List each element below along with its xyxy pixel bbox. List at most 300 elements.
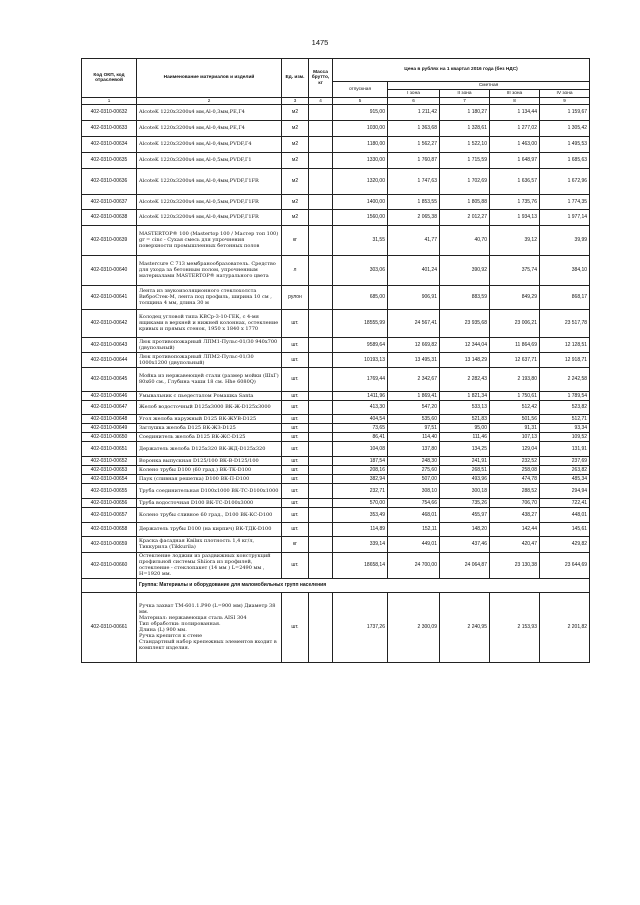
price-zone2-cell: 268,51 [440,465,490,474]
code-cell: 402-0310-00643 [82,337,137,352]
mass-cell [309,225,333,255]
price-zone2-cell: 521,83 [440,414,490,423]
name-cell: Паук (сливная решетка) D100 ВК-П-D100 [137,474,282,483]
price-zone2-cell: 241,91 [440,456,490,465]
price-zone3-cell: 1 750,61 [490,391,540,400]
price-zone3-cell: 1 934,13 [490,209,540,225]
unit-cell: м2 [282,136,309,152]
price-table [81,58,590,663]
mass-cell [309,400,333,414]
index-cell: 6 [388,98,440,105]
price-zone3-cell: 438,27 [490,507,540,522]
unit-cell: шт. [282,432,309,441]
name-cell: Колено трубы D100 (60 град.) ВК-ТК-D100 [137,465,282,474]
table-row [82,465,590,474]
table-row [82,522,590,536]
code-cell: 402-0310-00634 [82,136,137,152]
price-zone1-cell: 13 495,31 [388,352,440,367]
mass-cell [309,309,333,337]
price-zone1-cell: 2 300,09 [388,592,440,662]
table-row [82,536,590,552]
unit-cell: м2 [282,209,309,225]
table-row [82,168,590,194]
table-row [82,474,590,483]
price-zone3-cell: 1 463,00 [490,136,540,152]
mass-cell [309,552,333,578]
code-cell: 402-0310-00646 [82,391,137,400]
price-zone3-cell: 288,52 [490,483,540,498]
code-cell: 402-0310-00644 [82,352,137,367]
price-zone1-cell: 449,01 [388,536,440,552]
table-row [82,432,590,441]
price-zone4-cell: 1 495,53 [540,136,590,152]
price-zone3-cell: 2 153,93 [490,592,540,662]
mass-cell [309,104,333,120]
code-cell: 402-0310-00639 [82,225,137,255]
name-cell: Краска фасадная Kвilиx плотность 1,4 кг/л, Тиккурила (Tikkurila) [137,536,282,552]
mass-cell [309,168,333,194]
table-row [82,337,590,352]
smetnaya-header: Сметная [388,82,590,90]
mass-cell [309,522,333,536]
price-zone3-cell: 142,44 [490,522,540,536]
price-zone2-cell: 1 702,69 [440,168,490,194]
price-zone2-cell: 455,97 [440,507,490,522]
price-zone3-cell: 706,70 [490,498,540,507]
name-cell: AlcoteK 1220x3200x4 мм,Al-0,4мм,PVDF,Г4 [137,136,282,152]
price-zone4-cell: 263,82 [540,465,590,474]
price-zone4-cell: 1 685,63 [540,152,590,168]
table-body [82,104,590,662]
price-zone2-cell: 883,59 [440,285,490,309]
name-cell: Желоб водосточный D125x3000 ВК-Ж-D125x3000 [137,400,282,414]
unit-cell: л [282,255,309,285]
index-cell: 7 [440,98,490,105]
unit-cell: рулон [282,285,309,309]
price-zone4-cell: 448,01 [540,507,590,522]
price-zone2-cell: 1 715,59 [440,152,490,168]
col-mass-header: Масса брутто, кг [309,59,333,98]
price-zone2-cell: 1 180,27 [440,104,490,120]
code-cell: 402-0310-00655 [82,483,137,498]
price-zone2-cell: 1 522,10 [440,136,490,152]
price-otpusk-cell: 685,00 [333,285,388,309]
code-cell: 402-0310-00654 [82,474,137,483]
price-zone1-cell: 754,66 [388,498,440,507]
name-cell: Труба соединительная D100x1000 ВК-ТС-D100x1000 [137,483,282,498]
price-zone2-cell: 1 821,34 [440,391,490,400]
price-zone3-cell: 1 277,02 [490,120,540,136]
price-zone3-cell: 107,13 [490,432,540,441]
price-zone1-cell: 906,91 [388,285,440,309]
name-cell: AlcoteK 1220x3200x4 мм,Al-0,4мм,PE,Г4 [137,120,282,136]
index-cell: 2 [137,98,282,105]
unit-cell: шт. [282,367,309,391]
unit-cell: шт. [282,352,309,367]
price-zone1-cell: 275,60 [388,465,440,474]
price-zone1-cell: 507,00 [388,474,440,483]
price-zone1-cell: 1 747,63 [388,168,440,194]
price-otpusk-cell: 1030,00 [333,120,388,136]
table-row [82,456,590,465]
price-otpusk-cell: 9589,64 [333,337,388,352]
price-zone1-cell: 547,20 [388,400,440,414]
price-zone1-cell: 1 211,42 [388,104,440,120]
price-zone2-cell: 24 064,87 [440,552,490,578]
price-zone1-cell: 308,10 [388,483,440,498]
mass-cell [309,456,333,465]
price-zone4-cell: 1 159,67 [540,104,590,120]
price-otpusk-cell: 1320,00 [333,168,388,194]
price-otpusk-cell: 31,55 [333,225,388,255]
price-zone4-cell: 523,82 [540,400,590,414]
unit-cell: м2 [282,168,309,194]
price-zone2-cell: 735,26 [440,498,490,507]
mass-cell [309,507,333,522]
price-otpusk-cell: 10193,13 [333,352,388,367]
name-cell: Mastercure C 713 мембранообразователь. Средство для ухода за бетонным полом, упрочненным материалами MASTERTOP® натурального цвета [137,255,282,285]
name-cell: Колодец угловой типа КВСр-3-10-ГЕК, с 4-мя ящиками в верхней и нижней колоннах, остекление кривых и прямых стенок, 1950 х 1840 х 1770 [137,309,282,337]
name-cell: Воронка выпускная D125/100 ВК-В-D125/100 [137,456,282,465]
code-cell: 402-0310-00635 [82,152,137,168]
price-zone1-cell: 41,77 [388,225,440,255]
price-otpusk-cell: 208,16 [333,465,388,474]
table-row [82,400,590,414]
col-otpusk-header: отпускная [333,82,388,98]
price-zone3-cell: 1 648,97 [490,152,540,168]
price-zone2-cell: 2 012,27 [440,209,490,225]
price-zone1-cell: 152,11 [388,522,440,536]
price-otpusk-cell: 114,89 [333,522,388,536]
price-zone1-cell: 1 363,68 [388,120,440,136]
name-cell: Люк противопожарный ЛПМ2-Пульс-01/30 1000x1200 (двупольный) [137,352,282,367]
col-unit-header: Ед. изм. [282,59,309,98]
name-cell: Остекление лоджии из раздвижных конструкций профильной системы Shiiora из профилей, остекление - стеклопакет (14 мм ) L=2490 мм , H=1920 мм. [137,552,282,578]
price-zone2-cell: 533,13 [440,400,490,414]
price-zone2-cell: 300,18 [440,483,490,498]
price-zone2-cell: 2 282,43 [440,367,490,391]
name-cell: Держатель трубы D100 (на кирпич) ВК-ТДК-D100 [137,522,282,536]
price-otpusk-cell: 187,54 [333,456,388,465]
price-zone3-cell: 1 636,57 [490,168,540,194]
price-zone2-cell: 134,25 [440,441,490,456]
table-row [82,104,590,120]
price-otpusk-cell: 570,00 [333,498,388,507]
name-cell: MASTERTOP® 100 (Mastertop 100 / Мастер топ 100) gr = cinc - Сухая смесь для упрочнения поверхности промышленных бетонных полов [137,225,282,255]
name-cell: Умывальник с пьедесталом Ромашка Santa [137,391,282,400]
table-row [82,367,590,391]
table-row [82,414,590,423]
price-zone2-cell: 1 805,88 [440,194,490,209]
price-otpusk-cell: 86,41 [333,432,388,441]
table-row [82,194,590,209]
price-zone4-cell: 2 242,58 [540,367,590,391]
price-zone1-cell: 1 562,27 [388,136,440,152]
price-zone4-cell: 384,10 [540,255,590,285]
table-row [82,120,590,136]
price-otpusk-cell: 1737,26 [333,592,388,662]
zone-header: II зона [440,90,490,98]
price-zone4-cell: 722,41 [540,498,590,507]
unit-cell: шт. [282,337,309,352]
code-cell: 402-0310-00645 [82,367,137,391]
code-cell: 402-0310-00642 [82,309,137,337]
price-zone4-cell: 1 305,42 [540,120,590,136]
unit-cell: шт. [282,522,309,536]
price-zone4-cell: 485,34 [540,474,590,483]
mass-cell [309,536,333,552]
zone-header: I зона [388,90,440,98]
price-zone3-cell: 232,52 [490,456,540,465]
price-zone4-cell: 12 128,51 [540,337,590,352]
mass-cell [309,423,333,432]
price-zone1-cell: 1 760,87 [388,152,440,168]
mass-cell [309,209,333,225]
mass-cell [309,498,333,507]
table-row [82,352,590,367]
unit-cell: шт. [282,474,309,483]
price-zone3-cell: 258,08 [490,465,540,474]
price-zone4-cell: 1 672,96 [540,168,590,194]
price-zone1-cell: 248,30 [388,456,440,465]
mass-cell [309,414,333,423]
code-cell: 402-0310-00636 [82,168,137,194]
price-zone2-cell: 40,70 [440,225,490,255]
unit-cell: шт. [282,400,309,414]
code-cell: 402-0310-00653 [82,465,137,474]
price-zone4-cell: 1 774,35 [540,194,590,209]
table-row [82,483,590,498]
price-otpusk-cell: 413,30 [333,400,388,414]
table-row [82,136,590,152]
price-otpusk-cell: 1180,00 [333,136,388,152]
price-otpusk-cell: 1330,00 [333,152,388,168]
table-row [82,209,590,225]
price-zone4-cell: 93,34 [540,423,590,432]
col-code-header: Код ОКП, код отраслевой [82,59,137,98]
table-row [82,255,590,285]
price-otpusk-cell: 353,49 [333,507,388,522]
price-zone1-cell: 2 342,67 [388,367,440,391]
price-zone1-cell: 24 567,41 [388,309,440,337]
price-otpusk-cell: 382,94 [333,474,388,483]
code-cell: 402-0310-00656 [82,498,137,507]
zone-header: IV зона [540,90,590,98]
price-zone1-cell: 114,40 [388,432,440,441]
price-otpusk-cell: 73,65 [333,423,388,432]
price-zone4-cell: 237,69 [540,456,590,465]
name-cell: AlcoteK 1220x3200x4 мм,Al-0,5мм,PVDF,Г1FR [137,194,282,209]
price-zone4-cell: 1 789,54 [540,391,590,400]
table-row [82,225,590,255]
price-otpusk-cell: 1560,00 [333,209,388,225]
table-row [82,423,590,432]
price-zone4-cell: 12 918,71 [540,352,590,367]
mass-cell [309,432,333,441]
price-otpusk-cell: 18555,99 [333,309,388,337]
price-zone2-cell: 23 935,68 [440,309,490,337]
name-cell: Держатель желоба D125x320 ВК-ЖД-D125x320 [137,441,282,456]
name-cell: Заглушка желоба D125 ВК-ЖЗ-D125 [137,423,282,432]
name-cell: AlcoteK 1220x3200x4 мм,Al-0,4мм,PVDF,Г1FR [137,168,282,194]
code-cell: 402-0310-00640 [82,255,137,285]
code-cell: 402-0310-00651 [82,441,137,456]
unit-cell: кг [282,536,309,552]
name-cell: AlcoteK 1220x3200x4 мм,Al-0,3мм,PE,Г4 [137,104,282,120]
price-zone3-cell: 2 193,80 [490,367,540,391]
price-otpusk-cell: 915,00 [333,104,388,120]
price-zone4-cell: 23 517,78 [540,309,590,337]
code-cell: 402-0310-00657 [82,507,137,522]
price-zone1-cell: 1 869,41 [388,391,440,400]
table-row [82,285,590,309]
index-cell: 8 [490,98,540,105]
price-zone4-cell: 294,94 [540,483,590,498]
code-cell: 402-0310-00660 [82,552,137,578]
index-cell: 1 [82,98,137,105]
price-otpusk-cell: 1769,44 [333,367,388,391]
price-zone3-cell: 129,04 [490,441,540,456]
code-cell [82,578,137,592]
price-zone3-cell: 501,56 [490,414,540,423]
price-zone1-cell: 12 669,82 [388,337,440,352]
name-cell: Угол желоба наружный D125 ВК-ЖУВ-D125 [137,414,282,423]
name-cell: Соединитель желоба D125 ВК-ЖС-D125 [137,432,282,441]
mass-cell [309,367,333,391]
unit-cell: шт. [282,391,309,400]
table-row [82,441,590,456]
code-cell: 402-0310-00648 [82,414,137,423]
mass-cell [309,255,333,285]
price-zone1-cell: 468,01 [388,507,440,522]
index-cell: 9 [540,98,590,105]
price-zone3-cell: 375,74 [490,255,540,285]
table-row [82,152,590,168]
group-row [82,578,590,592]
group-title: Группа: Материалы и оборудование для маломобильных групп населения [137,578,590,592]
unit-cell: м2 [282,104,309,120]
price-zone2-cell: 437,46 [440,536,490,552]
price-zone4-cell: 1 977,14 [540,209,590,225]
index-cell: 3 [282,98,309,105]
price-zone2-cell: 12 344,04 [440,337,490,352]
mass-cell [309,152,333,168]
table-row [82,592,590,662]
price-zone3-cell: 91,31 [490,423,540,432]
table-row [82,391,590,400]
price-otpusk-cell: 404,54 [333,414,388,423]
price-zone3-cell: 420,47 [490,536,540,552]
price-otpusk-cell: 1411,96 [333,391,388,400]
unit-cell: шт. [282,507,309,522]
unit-cell: м2 [282,194,309,209]
mass-cell [309,352,333,367]
name-cell: Люк противопожарный ЛПМ1-Пульс-01/30 940x700 (двупольный) [137,337,282,352]
price-zone3-cell: 849,29 [490,285,540,309]
page-number: 1475 [311,38,329,47]
price-zone2-cell: 493,96 [440,474,490,483]
col-name-header: Наименование материалов и изделий [137,59,282,98]
name-cell: Лента из звукоизоляционного стеклохолста ВиброСтек-М, лента под профиль, ширина 10 см , толщина 4 мм, длина 30 м [137,285,282,309]
unit-cell: шт. [282,465,309,474]
price-zone2-cell: 148,20 [440,522,490,536]
unit-cell: шт. [282,498,309,507]
price-zone3-cell: 1 134,44 [490,104,540,120]
table-row [82,552,590,578]
price-zone3-cell: 512,42 [490,400,540,414]
price-zone4-cell: 39,99 [540,225,590,255]
price-zone4-cell: 145,61 [540,522,590,536]
price-otpusk-cell: 1400,00 [333,194,388,209]
zone-header: III зона [490,90,540,98]
price-otpusk-cell: 18658,14 [333,552,388,578]
code-cell: 402-0310-00641 [82,285,137,309]
code-cell: 402-0310-00652 [82,456,137,465]
code-cell: 402-0310-00661 [82,592,137,662]
mass-cell [309,474,333,483]
price-zone1-cell: 401,24 [388,255,440,285]
price-zone3-cell: 23 006,21 [490,309,540,337]
name-cell: Труба водосточная D100 ВК-ТС-D100x3000 [137,498,282,507]
unit-cell: шт. [282,441,309,456]
price-zone2-cell: 111,46 [440,432,490,441]
mass-cell [309,194,333,209]
price-caption: Цена в рублях на 1 квартал 2016 года (без НДС) [333,59,590,82]
unit-cell: шт. [282,423,309,432]
unit-cell: шт. [282,456,309,465]
price-otpusk-cell: 232,71 [333,483,388,498]
price-zone4-cell: 512,71 [540,414,590,423]
unit-cell: шт. [282,309,309,337]
index-cell: 4 [309,98,333,105]
price-zone4-cell: 23 644,69 [540,552,590,578]
unit-cell: шт. [282,414,309,423]
price-zone3-cell: 11 864,69 [490,337,540,352]
code-cell: 402-0310-00632 [82,104,137,120]
mass-cell [309,136,333,152]
price-zone3-cell: 1 735,76 [490,194,540,209]
name-cell: Мойка из нержавеющей стали (размер мойки (ШхГ) 80х60 см., Глубина чаши 18 см. Нhе 6080Q) [137,367,282,391]
table-row [82,507,590,522]
name-cell: AlcoteK 1220x3200x4 мм,Al-0,4мм,PVDF,Г1FR [137,209,282,225]
table-row [82,498,590,507]
unit-cell: шт. [282,592,309,662]
mass-cell [309,465,333,474]
price-zone2-cell: 1 328,61 [440,120,490,136]
price-zone3-cell: 23 130,38 [490,552,540,578]
price-zone2-cell: 2 240,95 [440,592,490,662]
name-cell: Ручка захват ТМ-601.1.P90 (L=900 мм) Диаметр 38 мм. Материал: нержавеющая сталь AISI 304 Тип обработки: полированная. Длина (L) 900 мм. Ручка крепится к стене Стандартный набор крепежных элементов входит в комплект изделия. [137,592,282,662]
unit-cell: шт. [282,552,309,578]
mass-cell [309,120,333,136]
unit-cell: м2 [282,152,309,168]
price-zone4-cell: 109,52 [540,432,590,441]
unit-cell: кг [282,225,309,255]
mass-cell [309,592,333,662]
price-zone3-cell: 39,12 [490,225,540,255]
price-zone4-cell: 868,17 [540,285,590,309]
price-zone1-cell: 24 700,00 [388,552,440,578]
price-zone3-cell: 474,78 [490,474,540,483]
price-zone1-cell: 1 853,55 [388,194,440,209]
price-zone4-cell: 131,91 [540,441,590,456]
price-zone4-cell: 429,82 [540,536,590,552]
code-cell: 402-0310-00637 [82,194,137,209]
code-cell: 402-0310-00633 [82,120,137,136]
price-zone2-cell: 13 148,29 [440,352,490,367]
price-zone2-cell: 95,00 [440,423,490,432]
code-cell: 402-0310-00650 [82,432,137,441]
